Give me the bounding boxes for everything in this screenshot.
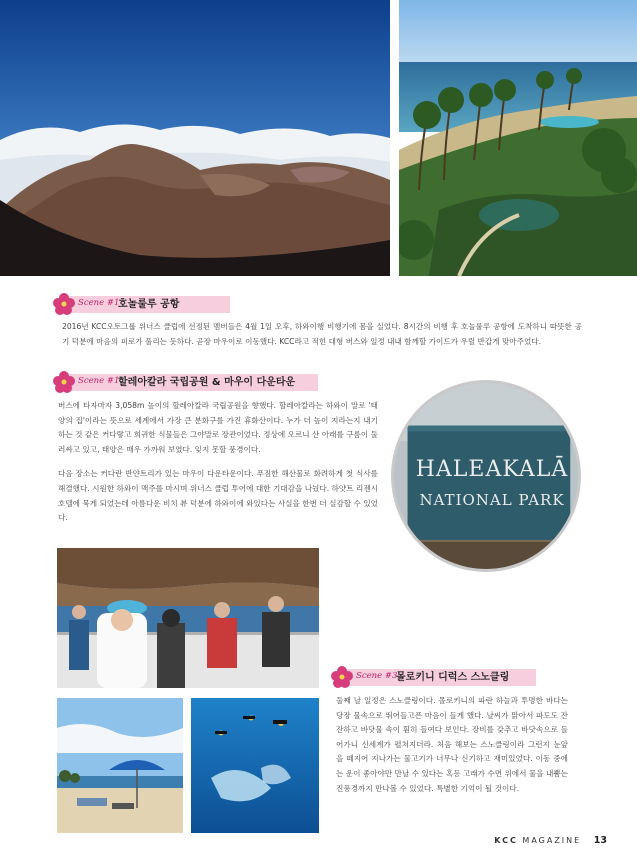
footer-magazine: MAGAZINE [522, 836, 582, 845]
boat-photo [57, 548, 319, 688]
hibiscus-flower-icon [52, 292, 76, 316]
paragraph: 2016년 KCC오토그룹 위너스 클럽에 선정된 멤버들은 4월 1일 오후, 하와이행 비행기에 몸을 실었다. 8시간의 비행 후 호놀룰루 공항에 도착하니 따뜻한 공기 덕분에 마음의 피로가 풀리는 듯하다. 곧장 마우이로 이동했다. KCC라고 적힌 대형 버스와 일정 내내 함께할 가이드가 우릴 반갑게 맞아주었다. [62, 322, 582, 346]
scene-header-honolulu [62, 296, 230, 313]
sign-line-1: HALEAKALĀ [415, 457, 569, 482]
paragraph: 다음 장소는 커다란 반얀트리가 있는 마우이 다운타운이다. 푸짐한 해산물로 화려하게 첫 식사를 해결했다. 시원한 하와이 맥주를 마시며 위너스 클럽 투어에 대한 기대감을 나눴다. 하얏트 리젠시 호텔에 묵게 되었는데 아름다운 비치 뷰 덕분에 하와이에 와있다는 사실을 한번 더 실감할 수 있었다. [58, 469, 378, 523]
scene-body-molokini [336, 694, 568, 796]
scene-body-haleakala [58, 399, 378, 526]
crater-photo [0, 0, 390, 276]
scene-tag: Scene #3 [356, 671, 398, 681]
scene-title: 할레아칼라 국립공원 & 마우이 다운타운 [118, 377, 296, 388]
sign-line-2: NATIONAL PARK [419, 491, 565, 509]
scene-title: 호놀룰루 공항 [118, 299, 180, 310]
scene-tag: Scene #1 [78, 298, 120, 308]
page-footer [494, 835, 607, 846]
paragraph: 버스에 타자마자 3,058m 높이의 할레아칼라 국립공원을 향했다. 할레아칼라는 하와이 말로 '태양의 집'이라는 뜻으로 세계에서 가장 큰 분화구를 가진 휴화산이다. 누가 더 높이 지라는지 내기하는 것 같은 커다랗고 희귀한 식물들은 그야말로 장관이었다. 정상에 오르니 산 아래를 구름이 둘러싸고 있고, 태양은 매우 가까워 보였다. 잊지 못할 풍경이다. [58, 401, 378, 454]
footer-brand: KCC [494, 836, 518, 845]
scene-header-haleakala [62, 374, 318, 391]
beach-photo [57, 698, 183, 833]
hibiscus-flower-icon [330, 665, 354, 689]
resort-photo [399, 0, 637, 276]
scene-title: 몰로키니 디럭스 스노클링 [396, 672, 510, 683]
page-number: 13 [593, 835, 607, 846]
paragraph: 둘째 날 일정은 스노클링이다. 몰로키니의 파란 하늘과 투명한 바다는 당장 물속으로 뛰어들고픈 마음이 들게 했다. 날씨가 맑아서 파도도 잔잔하고 바닷물 속이 훤히 들여다 보인다. 장비를 갖추고 바닷속으로 들어가니 신세계가 펼쳐지더라. 처음 해보는 스노클링이라 그런지 눈앞을 떼지어 지나가는 물고기가 너무나 신기하고 재미있었다. 이동 중에는 운이 좋아야만 만날 수 있다는 혹등 고래가 수면 위에서 물을 내뿜는 진풍경까지 만나볼 수 있었다. 특별한 기억이 될 것이다. [336, 696, 568, 793]
scene-body-honolulu [62, 320, 582, 349]
hibiscus-flower-icon [52, 370, 76, 394]
haleakala-sign-photo [391, 380, 581, 572]
scene-tag: Scene #1 [78, 376, 120, 386]
scene-header-molokini [340, 669, 536, 686]
snorkel-photo [191, 698, 319, 833]
